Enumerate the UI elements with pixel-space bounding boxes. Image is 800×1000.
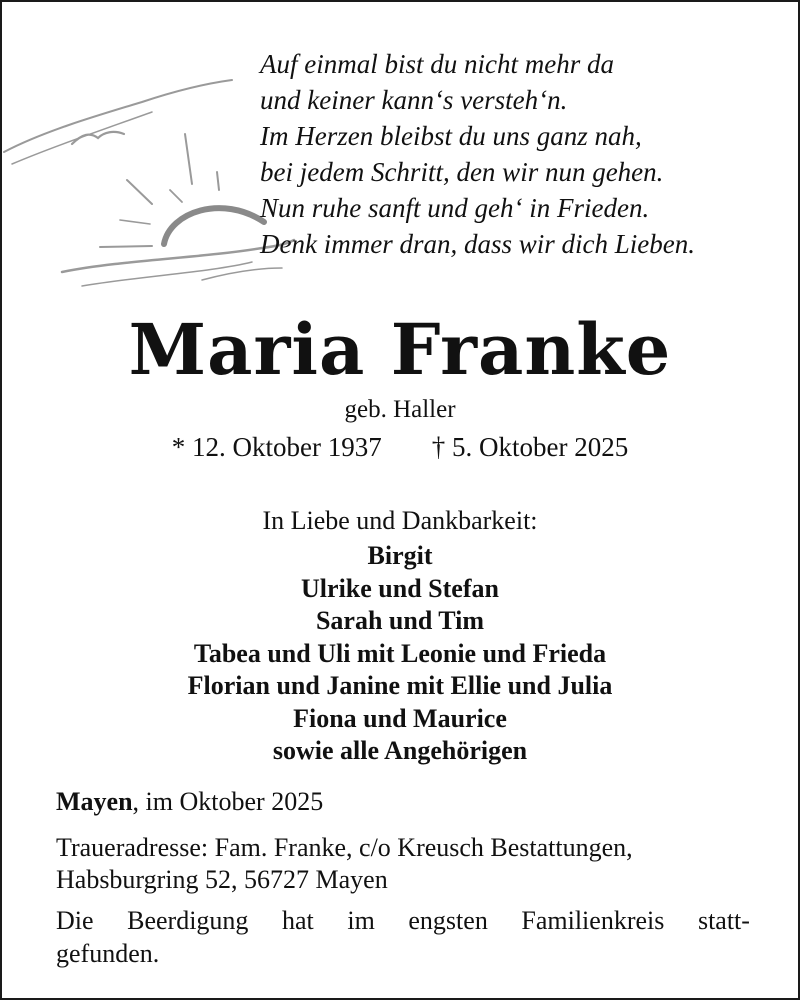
deceased-name: Maria Franke — [128, 308, 672, 391]
maiden-name: geb. Haller — [344, 396, 456, 423]
list-item: Ulrike und Stefan — [301, 573, 499, 603]
poem-line: und keiner kann‘s versteh‘n. — [260, 85, 568, 115]
poem-line: Auf einmal bist du nicht mehr da — [260, 49, 614, 79]
funeral-note-line: gefunden. — [56, 939, 160, 968]
mourners-list — [2, 540, 798, 768]
mourning-address — [56, 832, 750, 896]
poem-line: Im Herzen bleibst du uns ganz nah, — [260, 121, 642, 151]
birth-date: * 12. Oktober 1937 — [171, 432, 382, 462]
place-and-date — [56, 786, 323, 818]
address-line: Traueradresse: Fam. Franke, c/o Kreusch Bestattungen, — [56, 833, 633, 862]
list-item: Fiona und Maurice — [293, 703, 507, 733]
funeral-note — [56, 904, 750, 970]
word: Familienkreis — [521, 906, 665, 935]
word: hat — [282, 906, 314, 935]
poem-line: Denk immer dran, dass wir dich Lieben. — [260, 229, 695, 259]
address-line: Habsburgring 52, 56727 Mayen — [56, 865, 388, 894]
place-name: Mayen — [56, 787, 133, 816]
list-item: Birgit — [367, 541, 433, 570]
list-item: Florian und Janine mit Ellie und Julia — [187, 671, 613, 700]
memorial-poem — [260, 46, 780, 262]
list-item: Sarah und Tim — [315, 606, 485, 635]
life-dates — [2, 430, 798, 464]
list-item: Tabea und Uli mit Leonie und Frieda — [193, 638, 607, 668]
word: im — [347, 906, 375, 935]
word: Beerdigung — [127, 906, 249, 935]
list-item: sowie alle Angehörigen — [272, 736, 528, 765]
poem-line: bei jedem Schritt, den wir nun gehen. — [260, 157, 664, 187]
poem-line: Nun ruhe sanft und geh‘ in Frieden. — [260, 193, 650, 223]
death-date: † 5. Oktober 2025 — [431, 432, 629, 462]
funeral-note-line — [56, 904, 750, 937]
date-text: , im Oktober 2025 — [132, 787, 324, 816]
mourners-intro: In Liebe und Dankbarkeit: — [262, 506, 538, 535]
word: statt- — [697, 906, 750, 935]
word: engsten — [408, 906, 488, 935]
word: Die — [56, 906, 94, 935]
sunset-bird-sketch-icon — [2, 72, 302, 302]
